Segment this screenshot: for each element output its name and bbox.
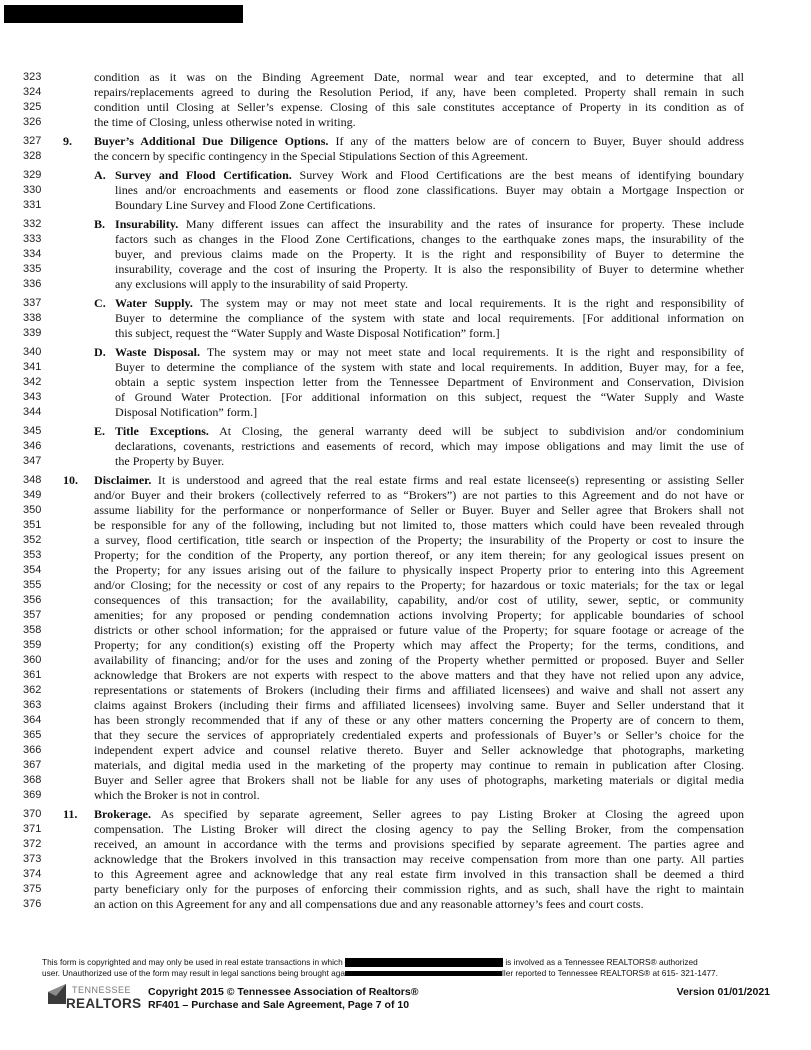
line-text — [115, 311, 744, 326]
line-text — [94, 807, 744, 822]
document-line — [0, 593, 811, 608]
tennessee-realtors-logo — [42, 982, 142, 1014]
section-heading: Brokerage. — [94, 807, 151, 821]
line-text — [94, 149, 744, 164]
paragraph — [0, 134, 811, 164]
line-text — [94, 115, 744, 130]
line-text — [94, 85, 744, 100]
line-body: of Ground Water Protection. [For additional information on this subject, request the “Water Supply and Waste — [115, 390, 744, 404]
document-line — [0, 882, 811, 897]
line-text — [115, 277, 744, 292]
line-body: and/or Closing; for the necessity or cost of any repairs to the Property; for hazardous or toxic materials; for the tax or legal — [94, 578, 744, 592]
line-body: the concern by specific contingency in the Special Stipulations Section of this Agreement. — [94, 149, 528, 163]
line-body: The system may or may not meet state and local requirements. It is the right and responsibility of — [200, 345, 744, 359]
document-line — [0, 134, 811, 149]
line-body: be responsible for any of the following, including but not limited to, those matters which could have been revealed through — [94, 518, 744, 532]
footer-notice-text-2: is involved as a Tennessee REALTORS® authorized — [505, 957, 698, 967]
document-line — [0, 563, 811, 578]
line-number: 362 — [23, 684, 42, 696]
line-number: 339 — [23, 327, 42, 339]
line-number: 376 — [23, 898, 42, 910]
line-body: Boundary Line Survey and Flood Zone Certifications. — [115, 198, 376, 212]
line-text — [94, 518, 744, 533]
paragraph — [0, 424, 811, 469]
document-line — [0, 668, 811, 683]
line-number: 326 — [23, 116, 42, 128]
document-line — [0, 424, 811, 439]
paragraph — [0, 168, 811, 213]
document-line — [0, 217, 811, 232]
line-number: 343 — [23, 391, 42, 403]
document-line — [0, 311, 811, 326]
line-number: 365 — [23, 729, 42, 741]
line-number: 370 — [23, 808, 42, 820]
line-number: 363 — [23, 699, 42, 711]
line-body: the time of Closing, unless otherwise noted in writing. — [94, 115, 356, 129]
line-number: 366 — [23, 744, 42, 756]
section-marker: E. — [94, 424, 106, 438]
footer-notice-line-1 — [42, 957, 770, 968]
line-body: It is understood and agreed that the real estate firms and real estate licensee(s) representing or assisting Seller — [151, 473, 744, 487]
document-line — [0, 623, 811, 638]
line-number: 360 — [23, 654, 42, 666]
paragraph — [0, 296, 811, 341]
line-text — [94, 882, 744, 897]
document-line — [0, 473, 811, 488]
line-text — [115, 183, 744, 198]
document-line — [0, 85, 811, 100]
line-text — [94, 788, 744, 803]
section-heading: Disclaimer. — [94, 473, 152, 487]
section-marker: 11. — [63, 807, 78, 821]
line-body: an action on this Agreement for any and all compensations due and any reasonable attorney’s fees and court costs. — [94, 897, 644, 911]
document-line — [0, 198, 811, 213]
line-text — [115, 262, 744, 277]
document-line — [0, 897, 811, 912]
document-line — [0, 822, 811, 837]
footer-notice-text-3: user. Unauthorized use of the form may result in legal sanctions being brought aga — [42, 968, 346, 978]
paragraph — [0, 473, 811, 803]
line-number: 351 — [23, 519, 42, 531]
line-body: condition until Closing at Seller’s expense. Closing of this sale constitutes acceptance of Property in its condition as of — [94, 100, 744, 114]
line-text — [94, 758, 744, 773]
line-number: 346 — [23, 440, 42, 452]
document-line — [0, 743, 811, 758]
line-body: has been strongly recommended that if any of these or any other matters concerning the Property are of concern to them, — [94, 713, 744, 727]
line-number: 352 — [23, 534, 42, 546]
line-body: Property; for any condition(s) existing off the Property which may affect the Property; for the terms, conditions, and — [94, 638, 744, 652]
line-text — [94, 728, 744, 743]
document-line — [0, 277, 811, 292]
line-body: availability of financing; and/or for the uses and zoning of the Property whether permitted or proposed. Buyer and Seller — [94, 653, 744, 667]
line-text — [94, 608, 744, 623]
line-text — [94, 503, 744, 518]
copyright-text: Copyright 2015 © Tennessee Association of Realtors® — [148, 986, 419, 998]
section-heading: Buyer’s Additional Due Diligence Options. — [94, 134, 329, 148]
document-line — [0, 360, 811, 375]
document-line — [0, 503, 811, 518]
line-number: 335 — [23, 263, 42, 275]
line-number: 372 — [23, 838, 42, 850]
document-line — [0, 638, 811, 653]
line-text — [94, 867, 744, 882]
line-text — [94, 852, 744, 867]
line-number: 355 — [23, 579, 42, 591]
line-text — [94, 623, 744, 638]
footer-notice-line-2 — [42, 968, 770, 979]
section-heading: Waste Disposal. — [115, 345, 201, 359]
line-body: acknowledge that the Brokers involved in this transaction may receive compensation from more than one party. All parties — [94, 852, 744, 866]
line-number: 373 — [23, 853, 42, 865]
document-line — [0, 454, 811, 469]
line-body: materials, and digital media used in the marketing of the property may continue to remain in publication after Closing. — [94, 758, 744, 772]
document-line — [0, 533, 811, 548]
line-body: At Closing, the general warranty deed will be subject to subdivision and/or condominium — [208, 424, 744, 438]
line-number: 364 — [23, 714, 42, 726]
line-body: The system may or may not meet state and local requirements. It is the right and responsibility of — [192, 296, 744, 310]
section-marker: B. — [94, 217, 106, 231]
document-line — [0, 488, 811, 503]
line-number: 338 — [23, 312, 42, 324]
document-body — [0, 70, 811, 916]
line-number: 358 — [23, 624, 42, 636]
line-body: assume liability for the performance or nonperformance of Seller or Buyer. Buyer and Seller agree that Brokers shall not — [94, 503, 744, 517]
line-text — [94, 134, 744, 149]
line-number: 350 — [23, 504, 42, 516]
line-text — [94, 533, 744, 548]
section-heading: Survey and Flood Certification. — [115, 168, 292, 182]
line-text — [94, 548, 744, 563]
line-text — [115, 198, 744, 213]
line-number: 349 — [23, 489, 42, 501]
line-body: declarations, covenants, restrictions and easements of record, which may impose obligations and may limit the use of — [115, 439, 744, 453]
line-number: 342 — [23, 376, 42, 388]
line-text — [94, 653, 744, 668]
document-line — [0, 578, 811, 593]
line-body: compensation. The Listing Broker will direct the closing agency to pay the Selling Broker, from the compensation — [94, 822, 744, 836]
line-text — [94, 563, 744, 578]
line-text — [94, 578, 744, 593]
document-line — [0, 837, 811, 852]
document-line — [0, 728, 811, 743]
page-footer — [42, 957, 770, 1011]
line-body: which the Broker is not in control. — [94, 788, 260, 802]
line-body: Buyer to determine the compliance of the system with state and local requirements. In addition, Buyer may, for a fee, — [115, 360, 744, 374]
document-line — [0, 439, 811, 454]
line-number: 336 — [23, 278, 42, 290]
line-number: 327 — [23, 135, 42, 147]
line-text — [115, 454, 744, 469]
line-body: a survey, flood certification, title search or inspection of the Property; the insurability of the Property or cost to insure the — [94, 533, 744, 547]
realtors-logo-icon — [48, 984, 68, 1004]
line-body: insurability, coverage and the cost of insuring the Property. It is also the responsibility of Buyer to determine whether — [115, 262, 744, 276]
document-line — [0, 698, 811, 713]
line-number: 357 — [23, 609, 42, 621]
line-body: acknowledge that Brokers are not experts with respect to the above matters and that they have not relied upon any advice, — [94, 668, 744, 682]
line-body: claims against Brokers (including their firms and affiliated licensees) involving same. Buyer and Seller understand that it — [94, 698, 744, 712]
form-title: RF401 – Purchase and Sale Agreement, Page 7 of 10 — [148, 999, 410, 1011]
line-text — [94, 897, 744, 912]
line-text — [115, 405, 744, 420]
line-number: 348 — [23, 474, 42, 486]
document-line — [0, 548, 811, 563]
footer-copyright-block — [148, 986, 418, 1012]
line-body: Many different issues can affect the insurability and the rates of insurance for property. These include — [178, 217, 744, 231]
paragraph — [0, 217, 811, 292]
line-body: lines and/or encroachments and easements or flood zone classifications. Buyer may obtain a Mortgage Inspection or — [115, 183, 744, 197]
line-body: Disposal Notification” form.] — [115, 405, 258, 419]
document-line — [0, 713, 811, 728]
paragraph — [0, 345, 811, 420]
line-number: 359 — [23, 639, 42, 651]
line-body: Buyer and Seller agree that Brokers shall not be liable for any uses of photographs, marketing materials or digital media — [94, 773, 744, 787]
document-line — [0, 405, 811, 420]
document-line — [0, 262, 811, 277]
document-line — [0, 296, 811, 311]
logo-text-tennessee: TENNESSEE — [72, 985, 132, 995]
document-line — [0, 375, 811, 390]
line-text — [115, 168, 744, 183]
document-line — [0, 345, 811, 360]
document-line — [0, 149, 811, 164]
document-line — [0, 788, 811, 803]
document-line — [0, 115, 811, 130]
line-text — [94, 773, 744, 788]
line-number: 353 — [23, 549, 42, 561]
line-number: 375 — [23, 883, 42, 895]
section-heading: Insurability. — [115, 217, 179, 231]
line-body: the Property by Buyer. — [115, 454, 225, 468]
document-line — [0, 70, 811, 85]
line-number: 330 — [23, 184, 42, 196]
line-number: 369 — [23, 789, 42, 801]
line-text — [115, 232, 744, 247]
line-number: 333 — [23, 233, 42, 245]
section-heading: Water Supply. — [115, 296, 193, 310]
line-text — [94, 473, 744, 488]
line-body: Property; for the condition of the Property, any portion thereof, or any item therein; for any geological issues present on — [94, 548, 744, 562]
line-body: representations or statements of Brokers (including their firms and affiliated licensees) and waive and shall not assert any — [94, 683, 744, 697]
redaction-bar-licensee — [345, 958, 503, 967]
line-number: 368 — [23, 774, 42, 786]
line-body: the Property; for any issues arising out of the failure to physically inspect Property prior to entering into this Agreement — [94, 563, 744, 577]
line-body: party beneficiary only for the purposes of enforcing their commission rights, and as such, shall have the right to maintain — [94, 882, 744, 896]
line-number: 331 — [23, 199, 42, 211]
line-body: buyer, and previous claims made on the Property. It is the right and responsibility of Buyer to determine the — [115, 247, 744, 261]
line-body: If any of the matters below are of concern to Buyer, Buyer should address — [328, 134, 744, 148]
footer-notice-text-4: ller reported to Tennessee REALTORS® at 615- 321-1477. — [502, 968, 718, 978]
line-number: 347 — [23, 455, 42, 467]
line-body: repairs/replacements agreed to during the Resolution Period, if any, have been completed. Property shall remain in such — [94, 85, 744, 99]
section-marker: A. — [94, 168, 106, 182]
document-line — [0, 183, 811, 198]
line-number: 356 — [23, 594, 42, 606]
document-line — [0, 100, 811, 115]
document-line — [0, 773, 811, 788]
paragraph — [0, 807, 811, 912]
document-line — [0, 518, 811, 533]
line-text — [94, 683, 744, 698]
line-body: to this Agreement agree and acknowledge that any real estate firm involved in this transaction shall be deemed a third — [94, 867, 744, 881]
document-line — [0, 653, 811, 668]
line-body: independent expert advice and counsel relative thereto. Buyer and Seller acknowledge that photographs, marketing — [94, 743, 744, 757]
line-body: obtain a septic system inspection letter from the Tennessee Department of Environment and Conservation, Division — [115, 375, 744, 389]
line-body: that they secure the services of appropriately credentialed experts and professionals of Buyer’s or Seller’s choice for the — [94, 728, 744, 742]
line-number: 354 — [23, 564, 42, 576]
line-body: districts or other school information; for the appraised or future value of the Property; for square footage or acreage of the — [94, 623, 744, 637]
line-number: 324 — [23, 86, 42, 98]
document-line — [0, 247, 811, 262]
line-number: 374 — [23, 868, 42, 880]
section-marker: D. — [94, 345, 106, 359]
line-text — [115, 326, 744, 341]
line-body: consequences of this transaction; for the availability, capability, and/or cost of utility, sewer, septic, or community — [94, 593, 744, 607]
line-text — [115, 375, 744, 390]
document-line — [0, 608, 811, 623]
line-body: received, an amount in accordance with the terms and provisions specified by separate agreement. The parties agree and — [94, 837, 744, 851]
line-number: 328 — [23, 150, 42, 162]
document-line — [0, 683, 811, 698]
line-number: 340 — [23, 346, 42, 358]
line-text — [94, 100, 744, 115]
line-number: 361 — [23, 669, 42, 681]
line-body: amenities; for any proposed or pending condemnation actions involving Property; for applicable boundaries of school — [94, 608, 744, 622]
document-line — [0, 232, 811, 247]
document-line — [0, 390, 811, 405]
document-line — [0, 867, 811, 882]
line-body: condition as it was on the Binding Agreement Date, normal wear and tear excepted, and to determine that all — [94, 70, 744, 84]
line-text — [94, 822, 744, 837]
line-text — [94, 638, 744, 653]
section-marker: C. — [94, 296, 106, 310]
line-text — [94, 698, 744, 713]
line-text — [94, 70, 744, 85]
line-text — [94, 743, 744, 758]
line-body: and/or Buyer and their brokers (collectively referred to as “Brokers”) are not parties to this Agreement and do not have or — [94, 488, 744, 502]
line-text — [94, 488, 744, 503]
line-number: 371 — [23, 823, 42, 835]
line-number: 329 — [23, 169, 42, 181]
redaction-bar-header — [4, 5, 243, 23]
line-text — [115, 217, 744, 232]
line-number: 332 — [23, 218, 42, 230]
line-text — [115, 345, 744, 360]
line-number: 334 — [23, 248, 42, 260]
line-body: Buyer to determine the compliance of the system with state and local requirements. [For additional information on — [115, 311, 744, 325]
section-marker: 9. — [63, 134, 73, 148]
line-number: 341 — [23, 361, 42, 373]
line-text — [115, 390, 744, 405]
line-number: 367 — [23, 759, 42, 771]
logo-text-realtors: REALTORS — [66, 996, 142, 1011]
line-body: As specified by separate agreement, Seller agrees to pay Listing Broker at Closing the agreed upon — [151, 807, 744, 821]
line-number: 323 — [23, 71, 42, 83]
line-body: any exclusions will apply to the insurability of said Property. — [115, 277, 408, 291]
document-line — [0, 852, 811, 867]
line-body: factors such as changes in the Flood Zone Certifications, changes to the earthquake zones maps, the insurability of the — [115, 232, 744, 246]
document-line — [0, 326, 811, 341]
section-marker: 10. — [63, 473, 79, 487]
line-text — [115, 439, 744, 454]
line-text — [94, 668, 744, 683]
form-version: Version 01/01/2021 — [676, 986, 770, 998]
document-line — [0, 758, 811, 773]
line-text — [94, 593, 744, 608]
document-line — [0, 807, 811, 822]
line-number: 344 — [23, 406, 42, 418]
line-text — [115, 424, 744, 439]
line-text — [115, 247, 744, 262]
line-text — [115, 296, 744, 311]
redaction-bar-notice — [345, 971, 502, 976]
line-text — [94, 837, 744, 852]
line-number: 345 — [23, 425, 42, 437]
line-text — [115, 360, 744, 375]
line-body: this subject, request the “Water Supply and Waste Disposal Notification” form.] — [115, 326, 500, 340]
document-line — [0, 168, 811, 183]
line-body: Survey Work and Flood Certifications are the best means of identifying boundary — [291, 168, 744, 182]
section-heading: Title Exceptions. — [115, 424, 209, 438]
paragraph — [0, 70, 811, 130]
line-number: 337 — [23, 297, 42, 309]
line-number: 325 — [23, 101, 42, 113]
footer-notice-text: This form is copyrighted and may only be used in real estate transactions in which — [42, 957, 343, 967]
line-text — [94, 713, 744, 728]
